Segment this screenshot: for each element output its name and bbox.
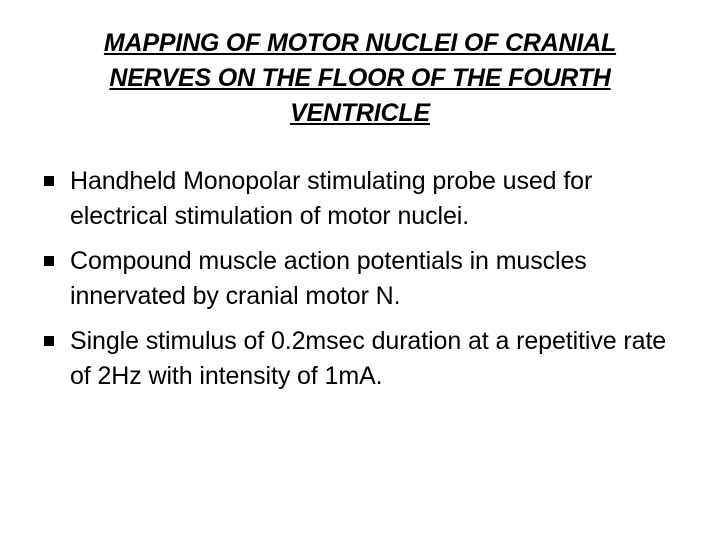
- bullet-text: Handheld Monopolar stimulating probe used for electrical stimulation of motor nuclei.: [70, 167, 593, 230]
- bullet-list: [40, 164, 680, 404]
- square-bullet-icon: [44, 336, 54, 346]
- bullet-text: Single stimulus of 0.2msec duration at a repetitive rate of 2Hz with intensity of 1mA.: [70, 327, 667, 390]
- bullet-item: [40, 324, 680, 394]
- bullet-item: [40, 244, 680, 314]
- slide-title: MAPPING OF MOTOR NUCLEI OF CRANIAL NERVES ON THE FLOOR OF THE FOURTH VENTRICLE: [103, 29, 617, 127]
- bullet-item: [40, 164, 680, 234]
- square-bullet-icon: [44, 256, 54, 266]
- bullet-text: Compound muscle action potentials in muscles innervated by cranial motor N.: [70, 247, 587, 310]
- square-bullet-icon: [44, 176, 54, 186]
